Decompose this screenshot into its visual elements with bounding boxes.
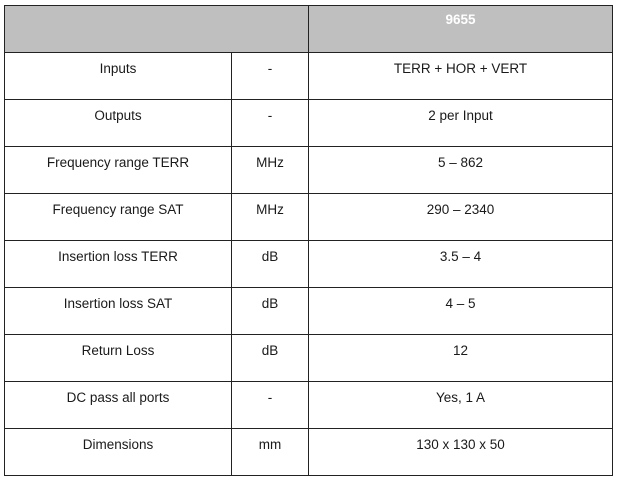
unit-cell: - [232,53,309,100]
table-row [5,288,613,335]
param-cell: Return Loss [5,335,232,382]
unit-cell: MHz [232,194,309,241]
table-row [5,194,613,241]
unit-cell: MHz [232,147,309,194]
value-cell: TERR + HOR + VERT [309,53,613,100]
table-row [5,335,613,382]
unit-cell: mm [232,429,309,476]
value-cell: Yes, 1 A [309,382,613,429]
value-cell: 130 x 130 x 50 [309,429,613,476]
table-row [5,382,613,429]
header-blank-cell [5,6,309,53]
param-cell: DC pass all ports [5,382,232,429]
table-row [5,53,613,100]
spec-table [4,5,613,476]
unit-cell: - [232,100,309,147]
param-cell: Outputs [5,100,232,147]
table-row [5,429,613,476]
table-row [5,241,613,288]
unit-cell: dB [232,241,309,288]
param-cell: Insertion loss TERR [5,241,232,288]
product-header: 9655 [309,6,613,53]
value-cell: 4 – 5 [309,288,613,335]
header-row [5,6,613,53]
value-cell: 290 – 2340 [309,194,613,241]
table-row [5,147,613,194]
unit-cell: - [232,382,309,429]
param-cell: Frequency range SAT [5,194,232,241]
unit-cell: dB [232,288,309,335]
table-row [5,100,613,147]
param-cell: Dimensions [5,429,232,476]
param-cell: Frequency range TERR [5,147,232,194]
value-cell: 5 – 862 [309,147,613,194]
value-cell: 2 per Input [309,100,613,147]
value-cell: 12 [309,335,613,382]
param-cell: Insertion loss SAT [5,288,232,335]
param-cell: Inputs [5,53,232,100]
value-cell: 3.5 – 4 [309,241,613,288]
unit-cell: dB [232,335,309,382]
